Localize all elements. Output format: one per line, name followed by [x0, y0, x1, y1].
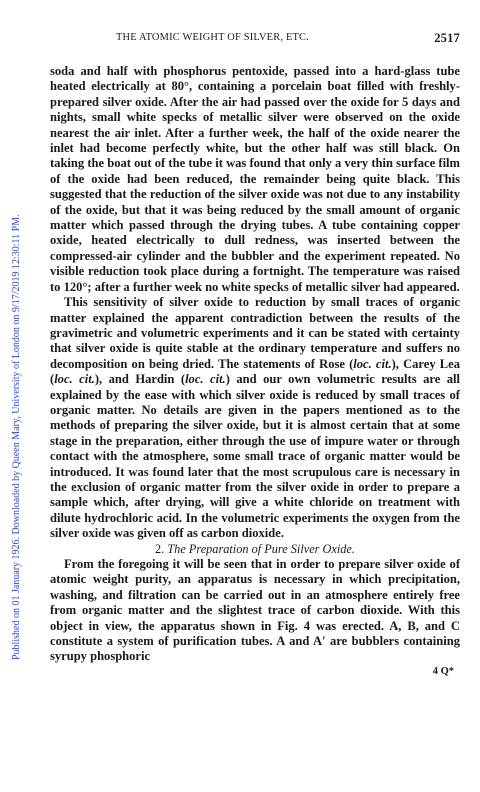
printer-signature-mark: 4 Q*: [432, 665, 454, 677]
citation-hardin: loc. cit.: [185, 372, 226, 387]
download-stamp: [10, 40, 24, 660]
download-stamp-text: Published on 01 January 1926. Downloaded by Queen Mary, University of London on 9/17/2019 12:30:11 PM.: [11, 214, 22, 660]
paragraph-2-text-3: ), and Hardin (: [94, 372, 186, 387]
section-heading: [50, 542, 460, 557]
paragraph-3: From the foregoing it will be seen that in order to prepare silver oxide of atomic weight purity, an apparatus is necessary in which precipitation, washing, and filtration can be carried out in an atmosphere entirely free from organic matter and the slightest trace of carbon dioxide. With this object in view, the apparatus shown in Fig. 4 was erected. A, B, and C constitute a system of purification tubes. A and A′ are bubblers containing syrupy phosphoric: [50, 557, 460, 664]
paragraph-2-text-2: ), Carey Lea (: [50, 356, 461, 387]
running-title: THE ATOMIC WEIGHT OF SILVER, ETC.: [116, 32, 309, 43]
section-number: 2.: [155, 541, 165, 556]
journal-page: [50, 32, 460, 679]
paragraph-2-text-4: ) and our own volumetric results are all explained by the ease with which silver oxide is reduced by small traces of organic matter. No details are given in the papers mentioned as to the methods of preparing the silver oxide, but it is almost certain that at some stage in the preparation, either through the use of impure water or through contact with the atmosphere, some small trace of organic matter would be introduced. It was found later that the most scrupulous care is necessary in the exclusion of organic matter from the silver oxide in order to prepare a sample which, after drying, will give a white chloride on treatment with dilute hydrochloric acid. In the volumetric experiments the oxygen from the silver oxide was given off as carbon dioxide.: [50, 372, 461, 541]
running-header: [50, 32, 460, 48]
citation-carey-lea: loc. cit.: [54, 372, 95, 387]
paragraph-1: soda and half with phosphorus pentoxide, passed into a hard-glass tube heated electrically at 80°, containing a porcelain boat filled with freshly-prepared silver oxide. After the air had passed over the oxide for 5 days and nights, small white specks of metallic silver were observed on the oxide nearest the air inlet. After a further week, the half of the oxide nearer the inlet had become perfectly white, but the other half was still black. On taking the boat out of the tube it was found that only a very thin surface film of the oxide had been reduced, the remainder being quite black. This suggested that the reduction of the silver oxide was not due to any instability of the oxide, but that it was being reduced by the small amount of organic matter which passed through the drying tubes. A tube containing copper oxide, heated electrically to dull redness, was inserted between the compressed-air cylinder and the bubbler and the experiment repeated. No visible reduction took place during a fortnight. The temperature was raised to 120°; after a further week no white specks of metallic silver had appeared.: [50, 64, 460, 294]
article-body: [50, 64, 460, 679]
section-title: The Preparation of Pure Silver Oxide.: [167, 541, 355, 556]
paragraph-2: [50, 295, 460, 542]
page-number: 2517: [434, 31, 460, 45]
paragraph-2-text-1: This sensitivity of silver oxide to reduction by small traces of organic matter explained the apparent contradiction between the results of the gravimetric and volumetric experiments and it can be stated with certainty that silver oxide is quite stable at the ordinary temperature and suffers no decomposition on being dried. The statements of Rose (: [50, 295, 460, 371]
citation-rose: loc. cit.: [353, 356, 392, 371]
